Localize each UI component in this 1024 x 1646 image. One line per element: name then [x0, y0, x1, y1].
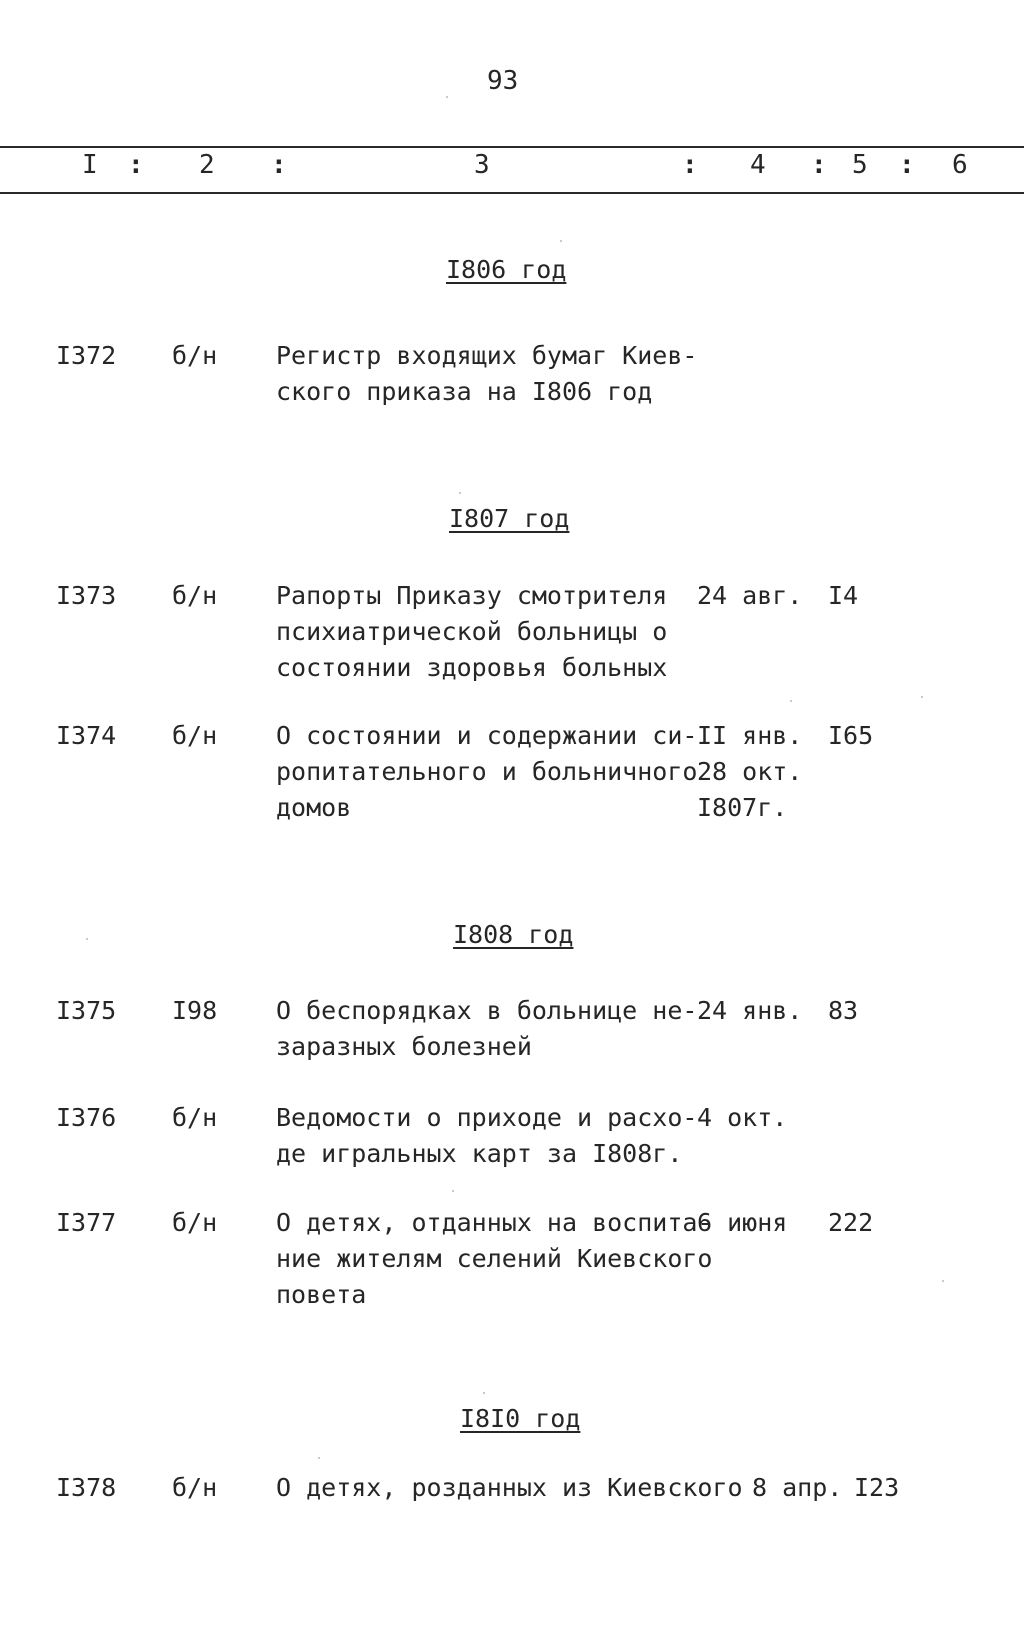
column-header-2: 2 — [199, 150, 215, 180]
entry-code: б/н — [172, 581, 218, 610]
column-separator: : — [128, 150, 144, 180]
column-header-6: 6 — [952, 150, 968, 180]
entry-title — [276, 718, 697, 826]
entry-code: б/н — [172, 721, 218, 750]
column-separator: : — [682, 150, 698, 180]
year-heading: I8I0 год — [460, 1404, 581, 1433]
year-heading: I807 год — [449, 504, 570, 533]
title-line: Регистр входящих бумаг Киев- — [276, 341, 698, 370]
title-line: заразных болезней — [276, 1032, 532, 1061]
entry-date: 24 авг. — [697, 581, 803, 610]
page-number: 93 — [487, 66, 519, 96]
entry-title — [276, 993, 697, 1065]
title-line: О детях, отданных на воспита- — [276, 1208, 713, 1237]
entry-number: I373 — [56, 581, 117, 610]
title-line: ние жителям селений Киевского — [276, 1244, 713, 1273]
header-top-rule — [0, 146, 1024, 148]
entry-number: I378 — [56, 1473, 117, 1502]
title-line: состоянии здоровья больных — [276, 653, 668, 682]
title-line: психиатрической больницы о — [276, 617, 668, 646]
scan-speck — [483, 1392, 485, 1394]
entry-number: I375 — [56, 996, 117, 1025]
entry-sheets: 222 — [828, 1208, 874, 1237]
scan-speck — [318, 1457, 320, 1459]
entry-title: О детях, розданных из Киевского — [276, 1473, 743, 1502]
scan-speck — [942, 1280, 944, 1282]
entry-number: I374 — [56, 721, 117, 750]
entry-number: I372 — [56, 341, 117, 370]
scan-speck — [86, 938, 88, 940]
column-separator: : — [811, 150, 827, 180]
entry-date: 8 апр. — [752, 1473, 843, 1502]
scan-speck — [560, 240, 562, 242]
scan-speck — [790, 700, 792, 702]
entry-date: 4 окт. — [697, 1103, 788, 1132]
entry-code: б/н — [172, 1473, 218, 1502]
year-heading: I808 год — [453, 920, 574, 949]
entry-sheets: 83 — [828, 996, 859, 1025]
entry-date: 24 янв. — [697, 996, 803, 1025]
entry-title — [276, 338, 697, 410]
title-line: О состоянии и содержании си- — [276, 721, 698, 750]
entry-number: I377 — [56, 1208, 117, 1237]
scan-speck — [459, 492, 461, 494]
column-header-3: 3 — [474, 150, 490, 180]
header-bottom-rule — [0, 192, 1024, 194]
column-header-4: 4 — [750, 150, 766, 180]
title-line: О беспорядках в больнице не- — [276, 996, 698, 1025]
entry-title — [276, 1205, 713, 1313]
column-header-1: I — [82, 150, 98, 180]
entry-number: I376 — [56, 1103, 117, 1132]
entry-code: б/н — [172, 1103, 218, 1132]
date-line: II янв. — [697, 721, 803, 750]
entry-code: б/н — [172, 1208, 218, 1237]
scan-speck — [446, 96, 448, 98]
entry-sheets: I65 — [828, 721, 874, 750]
entry-sheets: I23 — [854, 1473, 900, 1502]
entry-title — [276, 578, 667, 686]
entry-date — [697, 718, 802, 826]
scan-speck — [452, 1190, 454, 1192]
entry-code: б/н — [172, 341, 218, 370]
title-line: де игральных карт за I808г. — [276, 1139, 683, 1168]
title-line: повета — [276, 1280, 367, 1309]
title-line: ского приказа на I806 год — [276, 377, 653, 406]
entry-title — [276, 1100, 697, 1172]
title-line: домов — [276, 793, 352, 822]
title-line: Рапорты Приказу смотрителя — [276, 581, 668, 610]
column-separator: : — [271, 150, 287, 180]
title-line: Ведомости о приходе и расхо- — [276, 1103, 698, 1132]
year-heading: I806 год — [446, 255, 567, 284]
column-header-5: 5 — [852, 150, 868, 180]
entry-sheets: I4 — [828, 581, 859, 610]
scan-speck — [921, 696, 923, 698]
entry-date: 6 июня — [697, 1208, 788, 1237]
date-line: I807г. — [697, 793, 788, 822]
title-line: ропитательного и больничного — [276, 757, 698, 786]
date-line: 28 окт. — [697, 757, 803, 786]
entry-code: I98 — [172, 996, 218, 1025]
column-separator: : — [899, 150, 915, 180]
